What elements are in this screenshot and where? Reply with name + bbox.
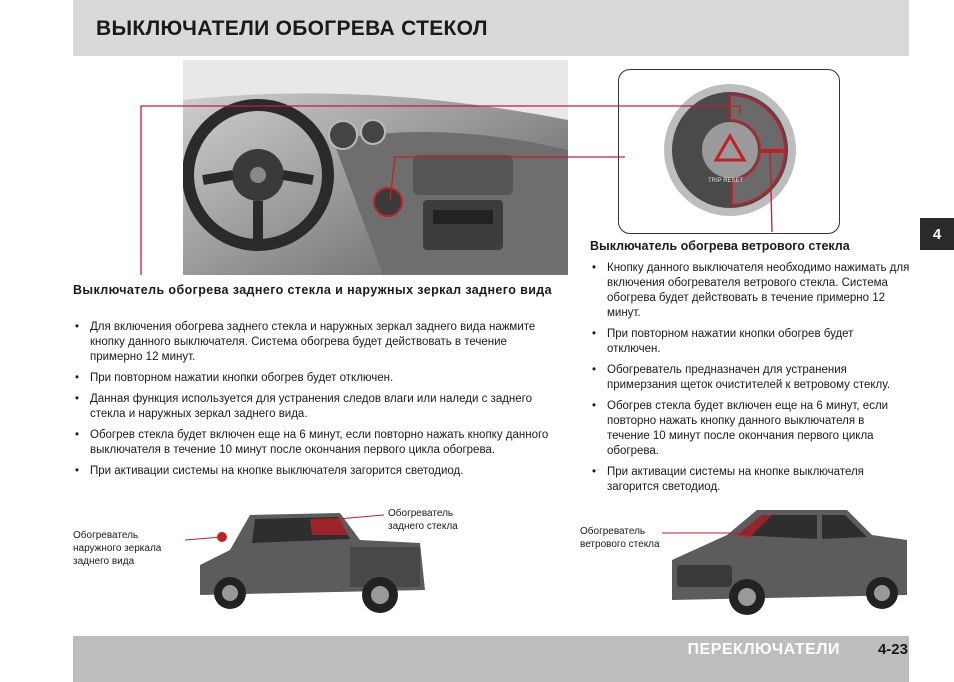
list-item: • При повторном нажатии кнопки обогрев будет отключен.: [590, 327, 910, 357]
list-item: • Кнопку данного выключателя необходимо нажимать для включения обогревателя ветрового стекла. Система обогрева будет действовать в течение примерно 12 минут.: [590, 261, 910, 321]
page-title: ВЫКЛЮЧАТЕЛИ ОБОГРЕВА СТЕКОЛ: [96, 17, 488, 40]
list-item: • При активации системы на кнопке выключателя загорится светодиод.: [590, 465, 910, 495]
windshield-switch-heading: Выключатель обогрева ветрового стекла: [590, 239, 850, 253]
leader-windshield: [390, 157, 625, 200]
list-item: • Для включения обогрева заднего стекла и наружных зеркал заднего вида нажмите кнопку данного выключателя. Система обогрева будет действовать в течение примерно 12 минут.: [73, 320, 553, 365]
chapter-tab[interactable]: 4: [920, 218, 954, 250]
windshield-heater-callout: Обогреватель ветрового стекла: [580, 526, 660, 550]
trip-reset-label: TRIP RESET: [708, 178, 744, 184]
leader-mirror: [185, 537, 222, 540]
list-item: • Обогрев стекла будет включен еще на 6 минут, если повторно нажать кнопку данного выключателя в течение 10 минут после окончания первого цикла обогрева.: [73, 428, 553, 458]
leader-rear-glass: [338, 515, 384, 519]
leader-windshield-switch: [770, 150, 772, 232]
list-item: • При повторном нажатии кнопки обогрев будет отключен.: [73, 371, 553, 386]
footer-section-title: ПЕРЕКЛЮЧАТЕЛИ: [687, 641, 840, 658]
rear-window-heater-callout: Обогреватель заднего стекла: [388, 508, 458, 532]
list-item: • Обогреватель предназначен для устранения примерзания щеток очистителей к ветровому стеклу.: [590, 363, 910, 393]
page-number: 4-23: [877, 641, 908, 658]
list-item: • Данная функция используется для устранения следов влаги или наледи с заднего стекла и наружных зеркал заднего вида.: [73, 392, 553, 422]
list-item: • Обогрев стекла будет включен еще на 6 минут, если повторно нажать кнопку данного выключателя в течение 10 минут после окончания первого цикла обогрева.: [590, 399, 910, 459]
mirror-heater-callout: Обогреватель наружного зеркала заднего вида: [73, 530, 162, 567]
rear-window-switch-heading: Выключатель обогрева заднего стекла и наружных зеркал заднего вида: [73, 283, 552, 297]
leader-rear-window: [141, 106, 740, 275]
list-item: • При активации системы на кнопке выключателя загорится светодиод.: [73, 464, 553, 479]
